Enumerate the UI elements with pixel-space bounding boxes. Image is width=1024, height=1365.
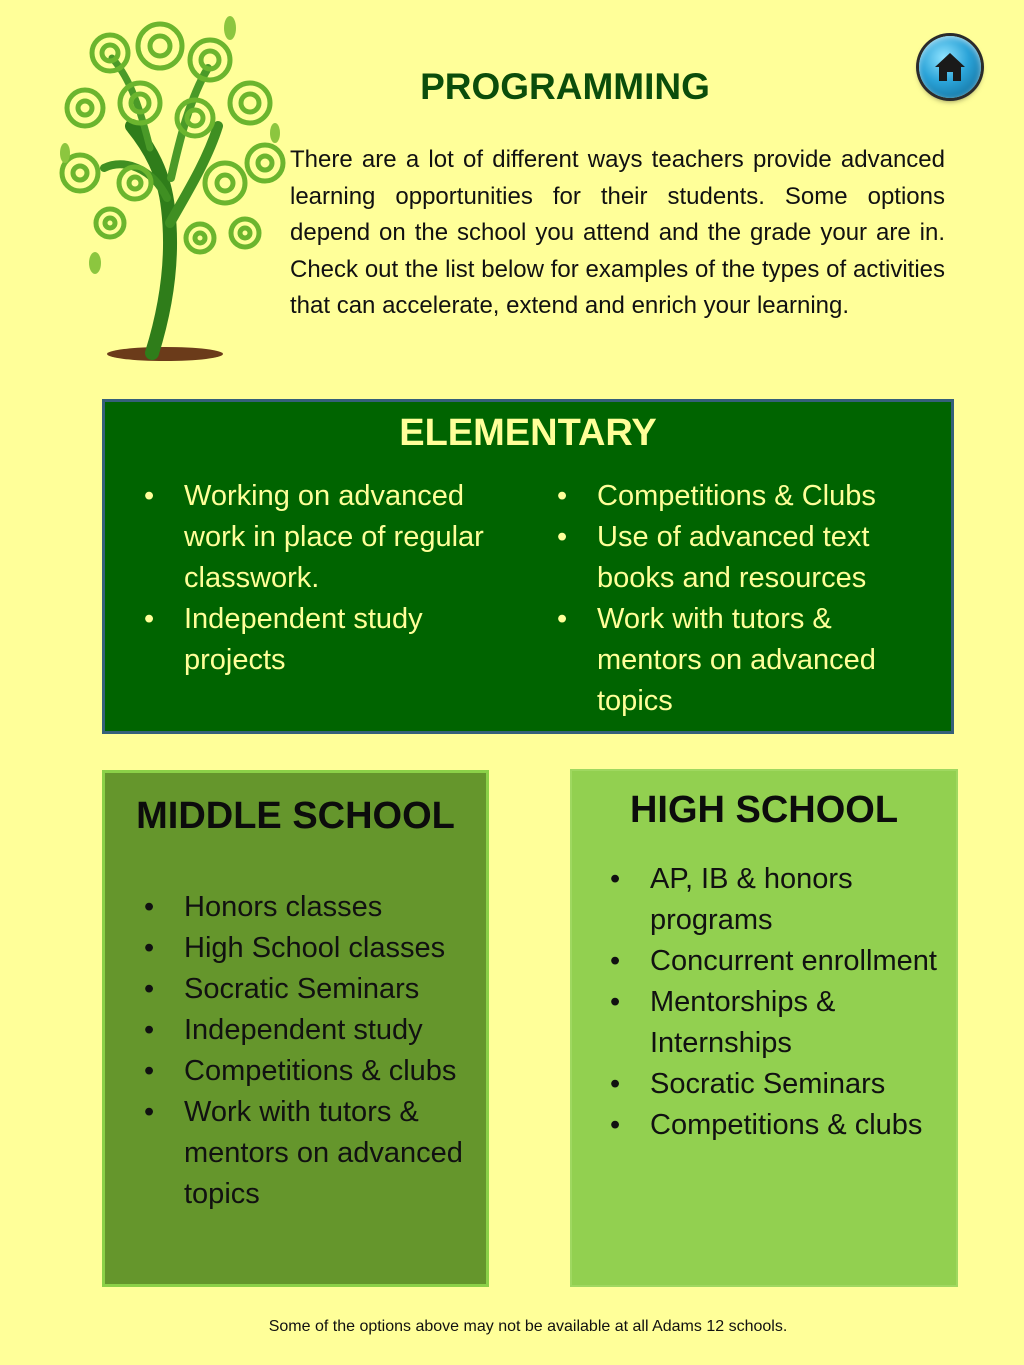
list-item: • Honors classes [138,887,478,928]
list-item: • Socratic Seminars [604,1064,944,1105]
list-item: • Working on advanced work in place of regular classwork. [138,476,528,599]
home-button[interactable] [919,36,981,98]
high-school-list [604,859,944,1146]
list-item: • High School classes [138,928,478,969]
elementary-panel [102,399,954,734]
list-item: • Work with tutors & mentors on advanced topics [138,1092,478,1215]
middle-school-panel [102,770,489,1287]
page-title: PROGRAMMING [420,66,710,107]
high-school-panel [570,769,958,1287]
intro-paragraph: There are a lot of different ways teachers provide advanced learning opportunities for their students. Some options depend on the school you attend and the grade your are in. Check out the list below for examples of the types of activities that can accelerate, extend and enrich your learning. [290,146,945,319]
list-item: • Independent study projects [138,599,528,681]
footnote: Some of the options above may not be available at all Adams 12 schools. [268,1318,788,1335]
list-item: • Concurrent enrollment [604,941,944,982]
list-item: • Competitions & Clubs [551,476,931,517]
list-item: • AP, IB & honors programs [604,859,944,941]
list-item: • Socratic Seminars [138,969,478,1010]
middle-school-heading: MIDDLE SCHOOL [136,795,455,837]
list-item: • Competitions & clubs [138,1051,478,1092]
tree-illustration-icon [40,8,290,363]
elementary-left-list [138,476,528,681]
elementary-heading: ELEMENTARY [399,412,657,454]
elementary-right-list [551,476,931,722]
list-item: • Mentorships & Internships [604,982,944,1064]
high-school-heading: HIGH SCHOOL [629,789,899,831]
list-item: • Work with tutors & mentors on advanced topics [551,599,931,722]
list-item: • Independent study [138,1010,478,1051]
list-item: • Use of advanced text books and resources [551,517,931,599]
home-icon [932,49,968,85]
list-item: • Competitions & clubs [604,1105,944,1146]
middle-school-list [138,887,478,1215]
